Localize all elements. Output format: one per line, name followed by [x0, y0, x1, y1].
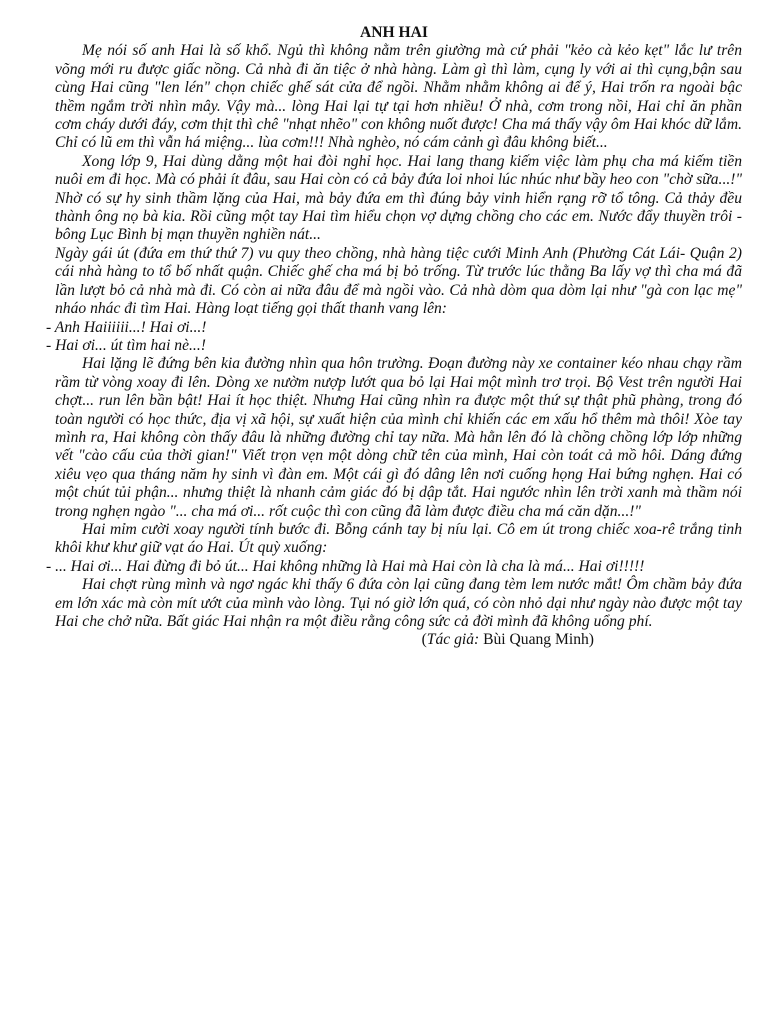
credit-label: Tác giả:: [426, 631, 480, 649]
credit-open-paren: (: [421, 631, 427, 649]
dialogue-line-1: - Anh Haiiiiii...! Hai ơi...!: [46, 318, 207, 336]
dialogue-line-2: - Hai ơi... út tìm hai nè...!: [46, 336, 206, 354]
paragraph-4: Hai lặng lẽ đứng bên kia đường nhìn qua hôn trường. Đoạn đường này xe container kéo nhau chạy rầm rầm từ vòng xoay đi lên. Dòng xe nườm nượp lướt qua bỏ lại Hai một mình trơ trọi. Bộ Vest trên người Hai chợt... run lên bần bật! Hai ít học thiệt. Nhưng Hai cũng nhìn ra được một thứ sự thật phũ phàng, trong đó toàn người có học thức, địa vị xã hội, sự xuất hiện của mình chỉ khiến các em xấu hổ thêm mà thôi! Xòe tay mình ra, Hai không còn thấy đâu là những đường chỉ tay nữa. Mà hằn lên đó là chồng chồng lớp lớp những vết "cào cấu của thời gian!" Viết trọn vẹn một dòng chữ tên của mình, Hai còn toát cả mồ hôi. Dáng đứng xiêu vẹo qua tháng năm hy sinh vì đàn em. Một cái gì đó dâng lên nơi cuống họng Hai bứng nghẹn. Hai có một chút tủi phận... nhưng thiệt là nhanh cảm giác đó bị dập tắt. Hai ngước nhìn lên trời xanh mà thầm nói trong nghẹn ngào "... cha má ơi... rốt cuộc thì con cũng đã làm được điều cha má căn dặn...!": [55, 355, 742, 520]
story-title: ANH HAI: [359, 24, 428, 41]
paragraph-6: Hai chợt rùng mình và ngơ ngác khi thấy 6 đứa còn lại cũng đang tèm lem nước mắt! Ôm chầm bảy đứa em lớn xác mà còn mít ướt của mình vào lòng. Tụi nó giờ lớn quá, có còn nhỏ dại như ngày nào được một tay Hai che chở nữa. Bất giác Hai nhận ra một điều rằng công sức cả đời mình đã không uổng phí.: [55, 576, 742, 630]
dialogue-line-3: - ... Hai ơi... Hai đừng đi bỏ út... Hai không những là Hai mà Hai còn là cha là má... Hai ơi!!!!!: [46, 557, 645, 575]
document-page: [46, 24, 742, 650]
credit-author: Bùi Quang Minh): [479, 631, 594, 649]
paragraph-1: Mẹ nói số anh Hai là số khổ. Ngủ thì không nằm trên giường mà cứ phải "kẻo cà kẻo kẹt" lắc lư trên võng mới ru được giấc nồng. Cả nhà đi ăn tiệc ở nhà hàng. Làm gì thì làm, cụng ly với ai thì cụng,bận sau cùng Hai cũng "len lén" chọn chiếc ghế sát cửa để ngồi. Nhằm nhằm không ai để ý, Hai trốn ra ngoài bậc thềm ngắm trời nhìn mây. Vậy mà... lòng Hai lại tự tại hơn nhiều! Ở nhà, cơm trong nồi, Hai chỉ ăn phần cơm cháy dưới đáy, cơm thịt thì chê "nhạt nhẽo" con không nuốt được! Cha má thấy vậy ôm Hai khóc dữ lắm. Chỉ có lũ em thì vẫn há miệng... lùa cơm!!! Nhà nghèo, nó cám cảnh gì đâu không biết...: [55, 42, 742, 152]
paragraph-2: Xong lớp 9, Hai dùng dằng một hai đòi nghỉ học. Hai lang thang kiếm việc làm phụ cha má kiếm tiền nuôi em đi học. Mà có phải ít đâu, sau Hai còn có cả bảy đứa loi nhoi lúc nhúc như bầy heo con "chờ sữa...!" Nhờ có sự hy sinh thầm lặng của Hai, mà bảy đứa em thì đúng bảy vinh hiển rạng rỡ tổ tông. Cả thảy đều thành ông nọ bà kia. Rồi cũng một tay Hai tìm hiểu chọn vợ dựng chồng cho các em. Nước đẩy thuyền trôi - bông Lục Bình bị mạn thuyền nghiền nát...: [55, 152, 742, 244]
paragraph-3: Ngày gái út (đứa em thứ thứ 7) vu quy theo chồng, nhà hàng tiệc cưới Minh Anh (Phường Cát Lái- Quận 2) cái nhà hàng to tổ bố nhất quận. Chiếc ghế cha má bị bỏ trống. Từ trước lúc thằng Ba lấy vợ thì cha má đã lần lượt bỏ cả nhà mà đi. Có còn ai nữa đâu để mà ngồi vào. Cả nhà dòm qua dòm lại như "gà con lạc mẹ" nháo nhác đi tìm Hai. Hàng loạt tiếng gọi thất thanh vang lên:: [55, 244, 742, 318]
paragraph-5: Hai mỉm cười xoay người tính bước đi. Bỗng cánh tay bị níu lại. Cô em út trong chiếc xoa-rê trắng tinh khôi khư khư giữ vạt áo Hai. Út quỳ xuống:: [55, 520, 742, 557]
author-credit: [46, 631, 742, 649]
